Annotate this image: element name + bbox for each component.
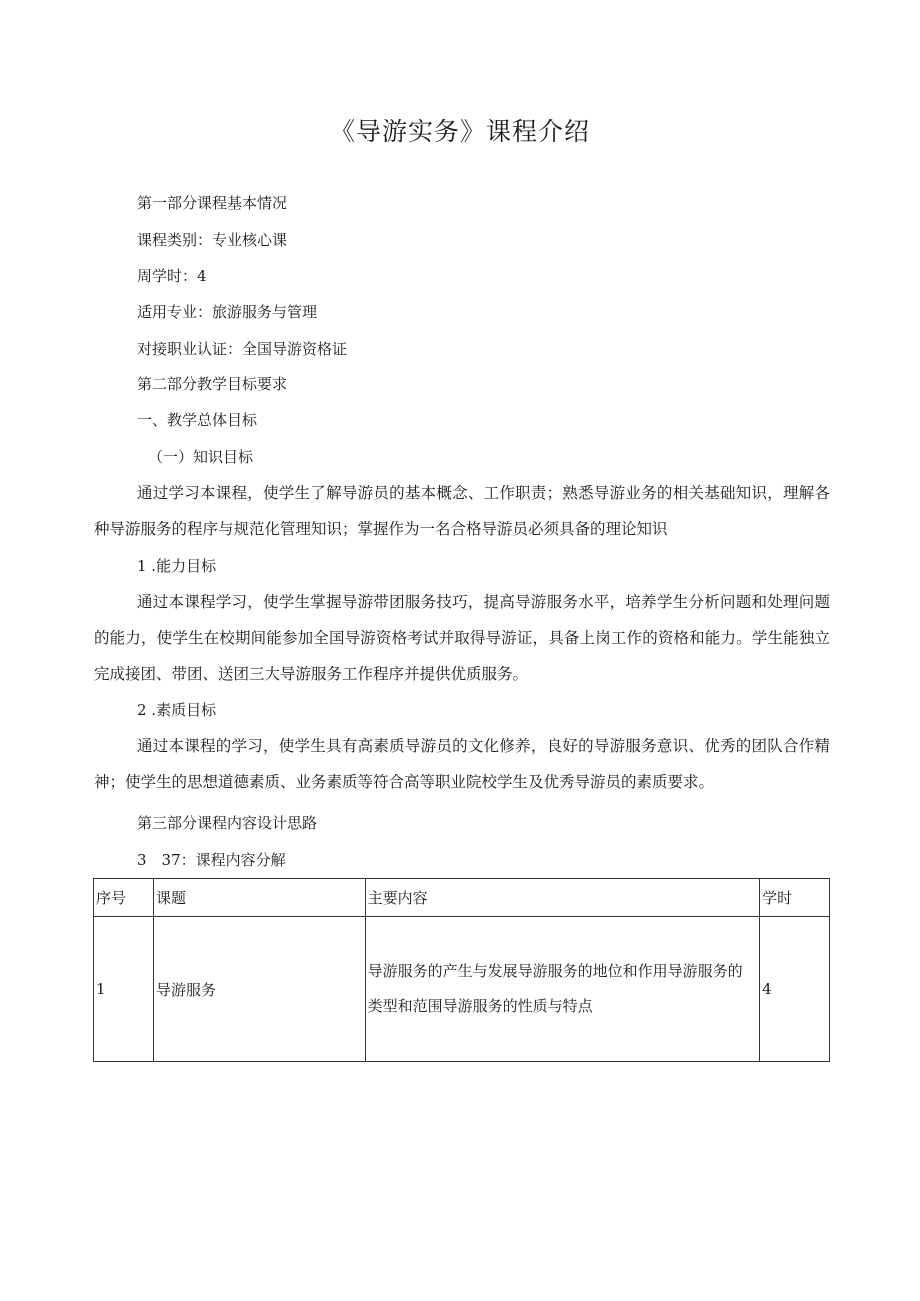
header-index: 序号	[94, 879, 154, 917]
table-row	[94, 917, 830, 1062]
header-hours: 学时	[760, 879, 830, 917]
table-header-row	[94, 879, 830, 917]
course-category: 课程类别：专业核心课	[137, 231, 288, 249]
cell-index: 1	[94, 917, 154, 1062]
quality-goal-text: 通过本课程的学习，使学生具有高素质导游员的文化修养，良好的导游服务意识、优秀的团队合作精神；使学生的思想道德素质、业务素质等符合高等职业院校学生及优秀导游员的素质要求。	[94, 737, 830, 791]
cell-content: 导游服务的产生与发展导游服务的地位和作用导游服务的类型和范围导游服务的性质与特点	[365, 917, 759, 1062]
knowledge-goal-text: 通过学习本课程，使学生了解导游员的基本概念、工作职责；熟悉导游业务的相关基础知识，理解各种导游服务的程序与规范化管理知识；掌握作为一名合格导游员必须具备的理论知识	[94, 484, 830, 538]
header-topic: 课题	[153, 879, 365, 917]
section2-heading: 第二部分教学目标要求	[137, 375, 288, 393]
course-content-table	[93, 878, 830, 1062]
cell-hours: 4	[760, 917, 830, 1062]
header-content: 主要内容	[365, 879, 759, 917]
ability-goal-heading: 1 .能力目标	[137, 557, 217, 575]
weekly-hours: 周学时：4	[137, 267, 207, 285]
knowledge-goal-heading: （一）知识目标	[148, 448, 254, 466]
applicable-major: 适用专业：旅游服务与管理	[137, 303, 318, 321]
document-title: 《导游实务》课程介绍	[329, 117, 590, 146]
ability-goal-text: 通过本课程学习，使学生掌握导游带团服务技巧，提高导游服务水平，培养学生分析问题和处理问题的能力，使学生在校期间能参加全国导游资格考试并取得导游证，具备上岗工作的资格和能力。学生能独立完成接团、带团、送团三大导游服务工作程序并提供优质服务。	[94, 593, 830, 683]
overall-goals-heading: 一、教学总体目标	[137, 411, 258, 429]
quality-goal-heading: 2 .素质目标	[137, 701, 217, 719]
certification: 对接职业认证：全国导游资格证	[137, 340, 348, 358]
table-caption: 3 37：课程内容分解	[137, 851, 286, 869]
cell-topic: 导游服务	[153, 917, 365, 1062]
section3-heading: 第三部分课程内容设计思路	[137, 814, 318, 832]
section1-heading: 第一部分课程基本情况	[137, 194, 288, 212]
